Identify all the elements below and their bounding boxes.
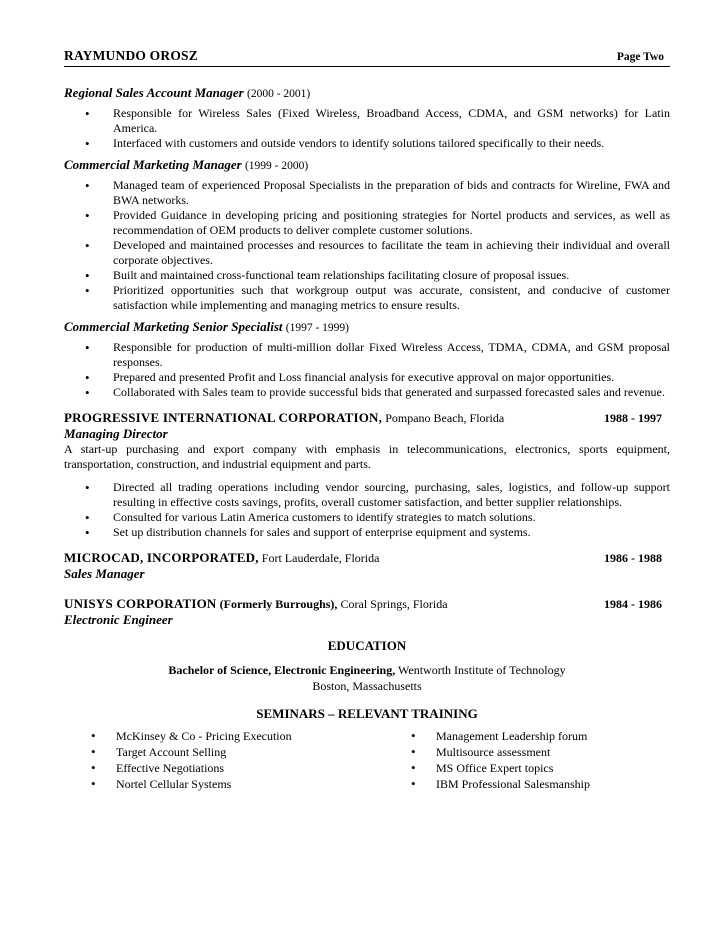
list-item: • Managed team of experienced Proposal Specialists in the preparation of bids and contracts for Wireline, FWA and BWA networks. [64, 178, 670, 208]
company-name: MICROCAD, INCORPORATED, [64, 550, 259, 565]
role-commercial-marketing-manager [64, 157, 670, 174]
list-item: • Directed all trading operations including vendor sourcing, purchasing, sales, logistics, and follow-up support resulting in effective costs savings, profits, overall customer satisfaction, and better supplier relationships. [64, 480, 670, 510]
list-item: • IBM Professional Salesmanship [390, 776, 590, 792]
role-dates: (1999 - 2000) [244, 160, 309, 172]
company-years: 1986 - 1988 [604, 551, 662, 565]
seminars-right-column [390, 728, 590, 792]
list-item: • Nortel Cellular Systems [64, 776, 390, 792]
company-name: PROGRESSIVE INTERNATIONAL CORPORATION, [64, 410, 383, 425]
list-item: • Prepared and presented Profit and Loss financial analysis for executive approval on major opportunities. [64, 370, 670, 385]
role-dates: (2000 - 2001) [246, 88, 311, 100]
seminars-heading: SEMINARS – RELEVANT TRAINING [256, 706, 478, 721]
list-item: • Multisource assessment [390, 744, 590, 760]
page-number: Page Two [616, 51, 664, 63]
list-item: • Management Leadership forum [390, 728, 590, 744]
role-regional-sales [64, 85, 670, 102]
company-location: Fort Lauderdale, Florida [261, 551, 380, 565]
company-years: 1984 - 1986 [604, 597, 662, 611]
role-title: Commercial Marketing Senior Specialist [64, 319, 283, 334]
role-title: Regional Sales Account Manager [64, 85, 244, 100]
company-years: 1988 - 1997 [604, 411, 662, 425]
company-location: Pompano Beach, Florida [385, 411, 505, 425]
candidate-name: RAYMUNDO OROSZ [64, 48, 198, 63]
school: Wentworth Institute of Technology [398, 663, 566, 677]
list-item: • Consulted for various Latin America customers to identify strategies to match solutions. [64, 510, 670, 525]
company-description: A start-up purchasing and export company with emphasis in telecommunications, electronics, sports equipment, transportation, construction, and industrial equipment and parts. [64, 442, 670, 471]
list-item: • Target Account Selling [64, 744, 390, 760]
list-item: • Built and maintained cross-functional team relationships facilitating closure of proposal issues. [64, 268, 670, 283]
company-unisys [64, 596, 670, 612]
role-bullets [64, 340, 670, 400]
company-microcad [64, 550, 670, 566]
education-heading: EDUCATION [327, 638, 407, 653]
seminars-list [64, 728, 670, 792]
list-item: • Collaborated with Sales team to provide successful bids that generated and surpassed forecasted sales and revenue. [64, 385, 670, 400]
page-header [64, 48, 670, 67]
company-progressive [64, 410, 670, 426]
degree: Bachelor of Science, Electronic Engineering, [168, 663, 396, 677]
list-item: • Provided Guidance in developing pricing and positioning strategies for Nortel products and services, as well as recommendation of OEM products to deliver complete customer solutions. [64, 208, 670, 238]
role-bullets [64, 480, 670, 540]
list-item: • Responsible for Wireless Sales (Fixed Wireless, Broadband Access, CDMA, and GSM networks) for Latin America. [64, 106, 670, 136]
company-former-name: (Formerly Burroughs), [219, 597, 338, 611]
list-item: • Effective Negotiations [64, 760, 390, 776]
list-item: • Developed and maintained processes and resources to facilitate the team in achieving their individual and overall corporate objectives. [64, 238, 670, 268]
company-location: Coral Springs, Florida [340, 597, 448, 611]
company-name: UNISYS CORPORATION [64, 596, 217, 611]
list-item: • Prioritized opportunities such that workgroup output was accurate, consistent, and conducive of customer satisfaction while implementing and managing metrics to ensure results. [64, 283, 670, 313]
resume-page [64, 48, 670, 792]
job-title: Managing Director [64, 426, 168, 441]
school-city: Boston, Massachusetts [312, 679, 422, 693]
role-dates: (1997 - 1999) [285, 322, 349, 334]
role-senior-specialist [64, 319, 670, 336]
list-item: • MS Office Expert topics [390, 760, 590, 776]
seminars-left-column [64, 728, 390, 792]
education-entry [64, 662, 670, 694]
list-item: • Set up distribution channels for sales and support of enterprise equipment and systems. [64, 525, 670, 540]
list-item: • Responsible for production of multi-million dollar Fixed Wireless Access, TDMA, CDMA, and GSM proposal responses. [64, 340, 670, 370]
role-bullets [64, 106, 670, 151]
job-title: Sales Manager [64, 566, 145, 581]
list-item: • McKinsey & Co - Pricing Execution [64, 728, 390, 744]
role-bullets [64, 178, 670, 313]
role-title: Commercial Marketing Manager [64, 157, 242, 172]
job-title: Electronic Engineer [64, 612, 173, 627]
list-item: • Interfaced with customers and outside vendors to identify solutions tailored specifically to their needs. [64, 136, 670, 151]
